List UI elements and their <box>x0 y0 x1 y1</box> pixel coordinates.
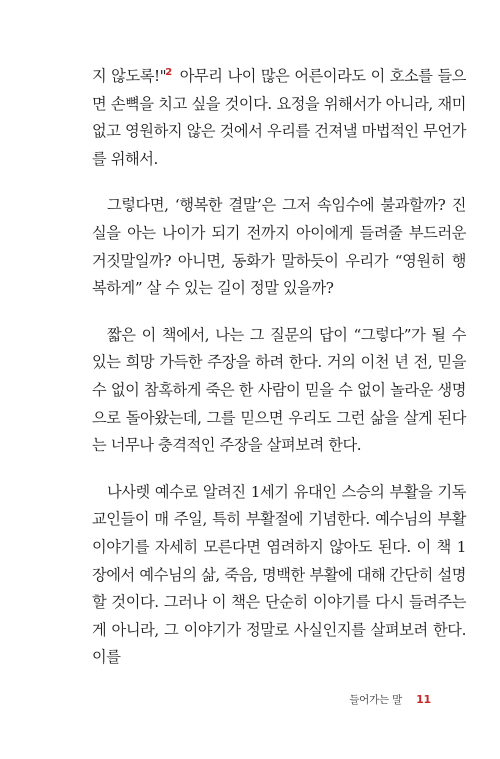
paragraph-1-rest: 아무리 나이 많은 어른이라도 이 호소를 들으면 손뼉을 치고 싶을 것이다. 요정을 위해서가 아니라, 재미없고 영원하지 않은 것에서 우리를 건져낼 마법적인 무언가를 위해서. <box>92 67 466 168</box>
paragraph-1-start: 지 않도록!" <box>92 67 167 85</box>
page-number: 11 <box>416 693 431 706</box>
paragraph-2: 그렇다면, ‘행복한 결말’은 그저 속임수에 불과할까? 진실을 아는 나이가 되기 전까지 아이에게 들려줄 부드러운 거짓말일까? 아니면, 동화가 말하듯이 우리가 “영원히 행복하게” 살 수 있는 길이 정말 있을까? <box>92 196 466 298</box>
footnote-marker[interactable]: 2 <box>165 66 172 78</box>
running-footer-title: 들어가는 말 <box>349 694 403 706</box>
paragraph-3: 짧은 이 책에서, 나는 그 질문의 답이 “그렇다”가 될 수 있는 희망 가득한 주장을 하려 한다. 거의 이천 년 전, 믿을 수 없이 참혹하게 죽은 한 사람이 믿을 수 없이 놀라운 생명으로 돌아왔는데, 그를 믿으면 우리도 그런 삶을 살게 된다는 너무나 충격적인 주장을 살펴보려 한다. <box>92 325 466 455</box>
body-text <box>92 63 466 672</box>
paragraph-4: 나사렛 예수로 알려진 1세기 유대인 스승의 부활을 기독교인들이 매 주일, 특히 부활절에 기념한다. 예수님의 부활 이야기를 자세히 모른다면 염려하지 않아도 된다. 이 책 1장에서 예수님의 삶, 죽음, 명백한 부활에 대해 간단히 설명할 것이다. 그러나 이 책은 단순히 이야기를 다시 들려주는 게 아니라, 그 이야기가 정말로 사실인지를 살펴보려 한다. 이를 <box>92 482 466 667</box>
paragraph-1 <box>92 63 466 173</box>
page-footer <box>349 692 431 707</box>
